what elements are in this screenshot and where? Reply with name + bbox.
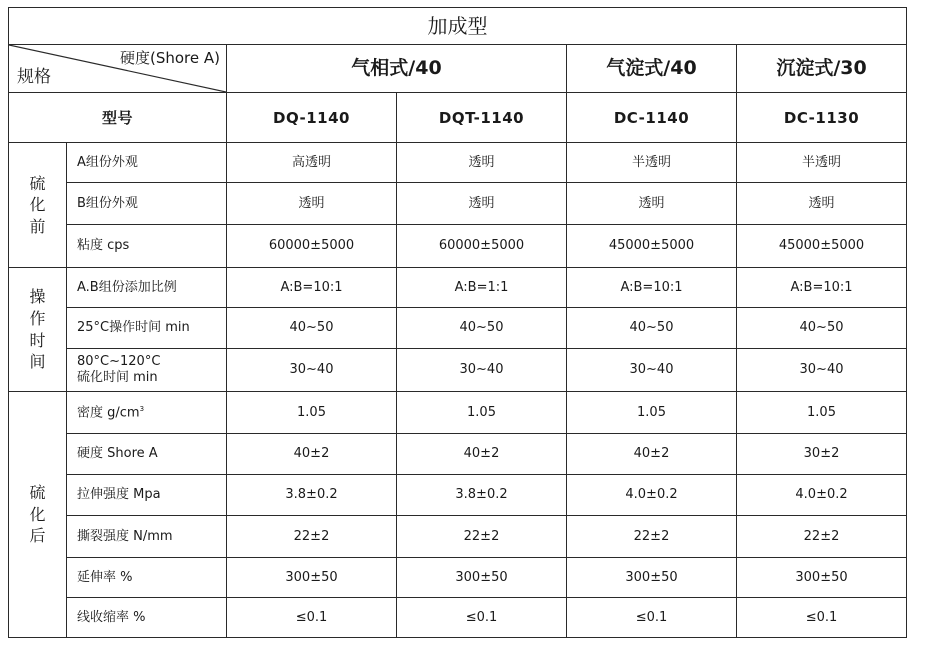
model-cell: DC-1140 [567, 93, 737, 143]
value-cell: 60000±5000 [397, 225, 567, 268]
value-cell: 22±2 [567, 516, 737, 558]
value-cell: 透明 [397, 183, 567, 225]
row-label: 延伸率 % [67, 558, 227, 598]
value-cell: 1.05 [397, 392, 567, 434]
table-row [9, 143, 907, 183]
value-cell: 3.8±0.2 [227, 475, 397, 516]
table-row [9, 183, 907, 225]
value-cell: ≤0.1 [737, 598, 907, 638]
value-cell: 40~50 [567, 308, 737, 349]
value-cell: 40~50 [397, 308, 567, 349]
value-cell: A:B=1:1 [397, 268, 567, 308]
value-cell: A:B=10:1 [567, 268, 737, 308]
value-cell: 22±2 [227, 516, 397, 558]
value-cell: 300±50 [227, 558, 397, 598]
spec-table [8, 7, 907, 638]
table-row [9, 392, 907, 434]
value-cell: 22±2 [737, 516, 907, 558]
value-cell: 半透明 [737, 143, 907, 183]
value-cell: 30~40 [397, 349, 567, 392]
value-cell: 30±2 [737, 434, 907, 475]
table-row [9, 225, 907, 268]
group-label-after-cure: 硫 化 后 [9, 392, 67, 638]
row-label: 密度 g/cm [77, 404, 140, 420]
model-cell: DQT-1140 [397, 93, 567, 143]
table-row [9, 475, 907, 516]
value-cell: 60000±5000 [227, 225, 397, 268]
table-row [9, 516, 907, 558]
model-cell: DQ-1140 [227, 93, 397, 143]
group-label-before-cure: 硫 化 前 [9, 143, 67, 268]
value-cell: 1.05 [737, 392, 907, 434]
value-cell: 透明 [737, 183, 907, 225]
value-cell: 40~50 [737, 308, 907, 349]
value-cell: 40±2 [227, 434, 397, 475]
row-label-density [67, 392, 227, 434]
value-cell: 30~40 [227, 349, 397, 392]
row-label: 线收缩率 % [67, 598, 227, 638]
value-cell: 30~40 [567, 349, 737, 392]
column-header-precip: 沉淀式/30 [737, 45, 907, 93]
model-label: 型号 [9, 93, 227, 143]
row-label: 25°C操作时间 min [67, 308, 227, 349]
table-row [9, 434, 907, 475]
value-cell: A:B=10:1 [737, 268, 907, 308]
row-label: A.B组份添加比例 [67, 268, 227, 308]
value-cell: 高透明 [227, 143, 397, 183]
row-label: A组份外观 [67, 143, 227, 183]
group-label-operation-time: 操 作 时 间 [9, 268, 67, 392]
value-cell: 45000±5000 [567, 225, 737, 268]
spec-sheet [8, 7, 906, 638]
row-label: 拉伸强度 Mpa [67, 475, 227, 516]
row-label: B组份外观 [67, 183, 227, 225]
value-cell: 300±50 [737, 558, 907, 598]
value-cell: 1.05 [567, 392, 737, 434]
value-cell: 透明 [227, 183, 397, 225]
model-cell: DC-1130 [737, 93, 907, 143]
row-label-line: 80°C~120°C [77, 354, 161, 370]
value-cell: A:B=10:1 [227, 268, 397, 308]
column-header-fumed: 气相式/40 [227, 45, 567, 93]
table-row [9, 268, 907, 308]
value-cell: 300±50 [567, 558, 737, 598]
value-cell: 透明 [567, 183, 737, 225]
value-cell: 1.05 [227, 392, 397, 434]
value-cell: 4.0±0.2 [567, 475, 737, 516]
hardness-label: 硬度(Shore A) [119, 49, 220, 67]
value-cell: 3.8±0.2 [397, 475, 567, 516]
column-header-fumed-precip: 气淀式/40 [567, 45, 737, 93]
row-label-line: 硫化时间 min [77, 370, 158, 385]
value-cell: 300±50 [397, 558, 567, 598]
row-label-cure-time [67, 349, 227, 392]
value-cell: 40~50 [227, 308, 397, 349]
value-cell: 30~40 [737, 349, 907, 392]
superscript: 3 [139, 404, 145, 413]
table-title: 加成型 [9, 8, 907, 45]
row-label: 硬度 Shore A [67, 434, 227, 475]
value-cell: ≤0.1 [567, 598, 737, 638]
value-cell: ≤0.1 [397, 598, 567, 638]
value-cell: 40±2 [397, 434, 567, 475]
value-cell: 透明 [397, 143, 567, 183]
table-row [9, 558, 907, 598]
spec-label: 规格 [17, 66, 51, 87]
value-cell: ≤0.1 [227, 598, 397, 638]
value-cell: 半透明 [567, 143, 737, 183]
table-row [9, 308, 907, 349]
value-cell: 40±2 [567, 434, 737, 475]
row-label: 撕裂强度 N/mm [67, 516, 227, 558]
table-row [9, 349, 907, 392]
row-label: 粘度 cps [67, 225, 227, 268]
diagonal-header-cell [9, 45, 227, 93]
value-cell: 22±2 [397, 516, 567, 558]
value-cell: 4.0±0.2 [737, 475, 907, 516]
value-cell: 45000±5000 [737, 225, 907, 268]
table-row [9, 598, 907, 638]
